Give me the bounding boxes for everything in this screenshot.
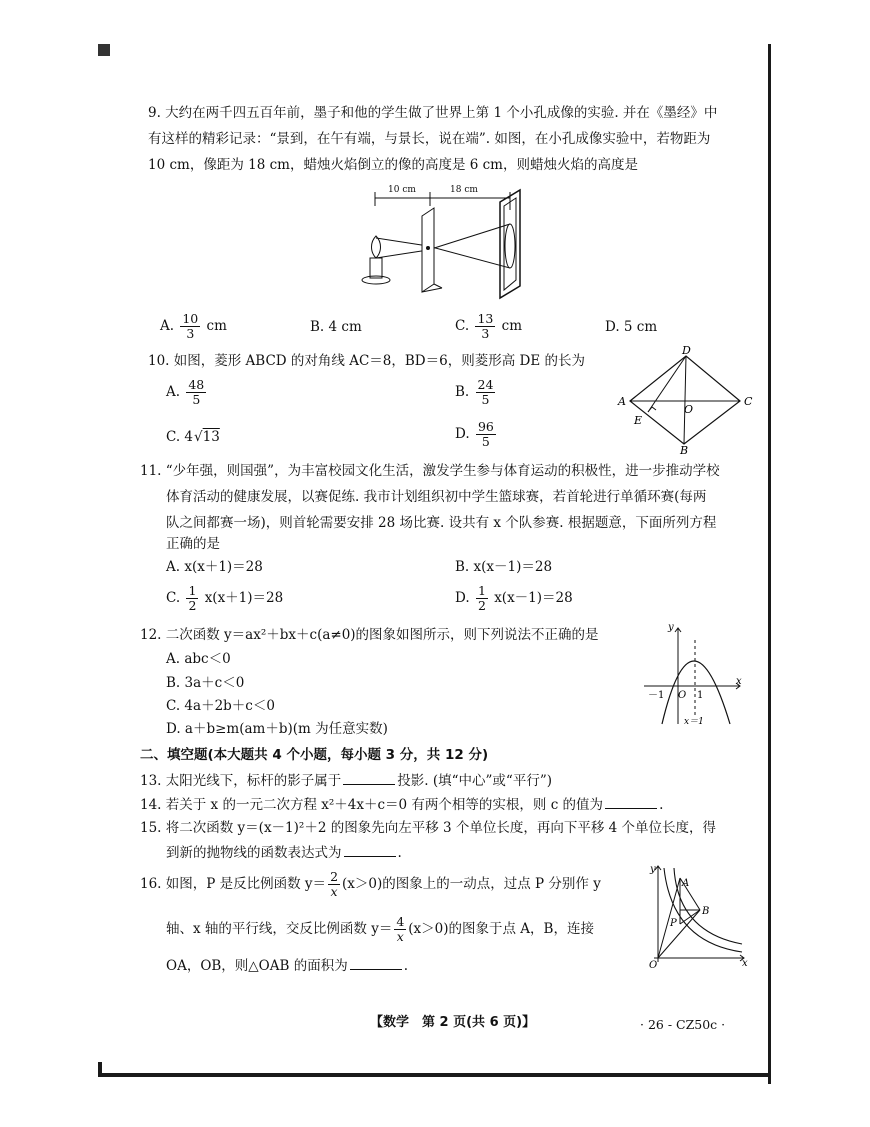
q16-answer-blank[interactable]	[350, 956, 402, 970]
parabola-label-o: O	[678, 690, 687, 701]
page-border-left-tick	[98, 1062, 102, 1077]
q11-d-den: 2	[477, 598, 486, 613]
q9-line2: 有这样的精彩记录：“景到，在午有端，与景长，说在端”. 如图，在小孔成像实验中，若物距为	[148, 131, 711, 147]
inverse-label-o: O	[649, 960, 658, 971]
q16-l1-den: x	[330, 884, 338, 899]
q16-l2-fraction	[394, 915, 406, 944]
q9-line1: 9. 大约在两千四五百年前，墨子和他的学生做了世界上第 1 个小孔成像的实验. 并在《墨经》中	[148, 105, 718, 121]
q10-option-a[interactable]	[166, 378, 208, 407]
q16-l1-before: 16. 如图，P 是反比例函数 y＝	[140, 876, 327, 892]
q9-a-den: 3	[186, 326, 195, 341]
rhombus-label-e: E	[634, 414, 643, 427]
q16-l1-num: 2	[330, 869, 339, 884]
q14-answer-blank[interactable]	[605, 795, 657, 809]
q10-d-num: 96	[477, 419, 494, 434]
inverse-label-b: B	[702, 906, 710, 917]
q11-c-rest: x(x＋1)＝28	[204, 590, 284, 606]
q11-option-b[interactable]: B. x(x－1)＝28	[455, 559, 553, 575]
q11-option-a[interactable]: A. x(x＋1)＝28	[166, 559, 263, 575]
pinhole-camera-figure	[350, 176, 550, 304]
q10-a-num: 48	[188, 377, 205, 392]
q10-option-c[interactable]: C. 4√13	[166, 429, 220, 445]
q16-line1	[140, 870, 601, 899]
q13-line	[140, 771, 552, 790]
q9-a-unit: cm	[206, 318, 227, 334]
q16-line3	[166, 956, 408, 975]
q11-c-num: 1	[188, 583, 197, 598]
q11-d-num: 1	[477, 583, 486, 598]
q15-line1: 15. 将二次函数 y＝(x－1)²＋2 的图象先向左平移 3 个单位长度，再向下平移 4 个单位长度，得	[140, 820, 717, 836]
q9-c-prefix: C.	[455, 318, 470, 334]
parabola-label-1: 1	[697, 690, 704, 701]
q11-line4: 正确的是	[166, 536, 220, 552]
q9-option-c[interactable]	[455, 312, 522, 341]
q15-after: .	[397, 845, 402, 861]
q10-a-fraction	[186, 378, 206, 407]
q15-before: 到新的抛物线的函数表达式为	[166, 845, 342, 861]
q10-stem: 10. 如图，菱形 ABCD 的对角线 AC＝8，BD＝6，则菱形高 DE 的长为	[148, 353, 585, 369]
q11-d-rest: x(x－1)＝28	[494, 590, 573, 606]
q10-d-den: 5	[481, 434, 490, 449]
q11-d-fraction	[476, 584, 488, 613]
q12-stem: 12. 二次函数 y＝ax²＋bx＋c(a≠0)的图象如图所示，则下列说法不正确的是	[140, 627, 599, 643]
q12-option-b[interactable]: B. 3a＋c＜0	[166, 675, 245, 691]
q10-option-d[interactable]	[455, 420, 498, 449]
q10-b-den: 5	[481, 392, 490, 407]
q10-option-b[interactable]	[455, 378, 497, 407]
q10-b-prefix: B.	[455, 384, 470, 400]
q16-l1-fraction	[328, 870, 340, 899]
q16-l3-before: OA，OB，则△OAB 的面积为	[166, 958, 348, 974]
q10-c-prefix: C. 4	[166, 429, 194, 445]
q12-option-a[interactable]: A. abc＜0	[166, 651, 231, 667]
q11-option-c[interactable]	[166, 584, 283, 613]
rhombus-label-d: D	[682, 344, 691, 357]
q13-before: 13. 太阳光线下，标杆的影子属于	[140, 773, 342, 789]
section2-title: 二、填空题(本大题共 4 个小题，每小题 3 分，共 12 分)	[140, 747, 489, 763]
q11-line3: 队之间都赛一场)，则首轮需要安排 28 场比赛. 设共有 x 个队参赛. 根据题意，下面所列方程	[166, 515, 717, 531]
q9-c-unit: cm	[501, 318, 523, 334]
q12-option-d[interactable]: D. a＋b≥m(am＋b)(m 为任意实数)	[166, 721, 388, 737]
q9-a-prefix: A.	[160, 318, 175, 334]
q15-answer-blank[interactable]	[344, 843, 396, 857]
q11-c-den: 2	[188, 598, 197, 613]
parabola-axis-label: x＝1	[684, 717, 704, 727]
q16-l2-den: x	[396, 929, 404, 944]
inverse-function-figure	[644, 862, 754, 972]
inverse-label-p: P	[670, 918, 677, 929]
q16-l2-before: 轴、x 轴的平行线，交反比例函数 y＝	[166, 921, 393, 937]
inverse-label-y: y	[650, 864, 656, 875]
inverse-label-x: x	[742, 958, 748, 969]
q16-l3-after: .	[403, 958, 409, 974]
q9-option-d[interactable]: D. 5 cm	[605, 319, 658, 335]
q16-l2-num: 4	[396, 914, 405, 929]
parabola-label-neg1: －1	[648, 690, 665, 701]
q14-after: .	[659, 797, 664, 813]
q11-c-fraction	[186, 584, 198, 613]
q9-option-b[interactable]: B. 4 cm	[310, 319, 362, 335]
q9-option-a[interactable]	[160, 312, 227, 341]
parabola-label-y: y	[668, 622, 674, 633]
parabola-label-x: x	[736, 676, 742, 687]
q14-line	[140, 795, 663, 814]
rhombus-label-o: O	[684, 403, 694, 416]
q9-line3: 10 cm，像距为 18 cm，蜡烛火焰倒立的像的高度是 6 cm，则蜡烛火焰的高度是	[148, 157, 638, 173]
q11-line2: 体育活动的健康发展，以赛促练. 我市计划组织初中学生篮球赛，若首轮进行单循环赛(每两	[166, 489, 707, 505]
q9-a-num: 10	[182, 311, 199, 326]
q16-l2-after: (x＞0)的图象于点 A，B，连接	[408, 921, 594, 937]
q9-c-num: 13	[477, 311, 494, 326]
q16-line2	[166, 915, 594, 944]
q11-line1: 11. “少年强，则国强”，为丰富校园文化生活，激发学生参与体育运动的积极性，进一步推动学校	[140, 463, 720, 479]
footer-page-info: 【数学 第 2 页(共 6 页)】	[370, 1015, 536, 1030]
q10-c-radicand: 13	[202, 429, 220, 445]
rhombus-label-c: C	[744, 395, 753, 408]
q14-before: 14. 若关于 x 的一元二次方程 x²＋4x＋c＝0 有两个相等的实根，则 c 的值为	[140, 797, 604, 813]
q15-line2	[166, 843, 402, 862]
q11-d-prefix: D.	[455, 590, 470, 606]
rhombus-label-a: A	[618, 395, 626, 408]
inverse-label-a: A	[682, 878, 690, 889]
rhombus-label-b: B	[680, 444, 689, 456]
q10-b-fraction	[476, 378, 496, 407]
q13-answer-blank[interactable]	[343, 771, 395, 785]
q13-after: 投影. (填“中心”或“平行”)	[397, 773, 552, 789]
figure-label-10cm: 10 cm	[388, 185, 416, 195]
parabola-figure	[640, 620, 750, 728]
q9-a-fraction	[180, 312, 200, 341]
q10-b-num: 24	[477, 377, 494, 392]
page-border-bottom	[98, 1073, 770, 1077]
corner-mark	[98, 44, 110, 56]
q16-l1-after: (x＞0)的图象上的一动点，过点 P 分别作 y	[342, 876, 601, 892]
q12-option-c[interactable]: C. 4a＋2b＋c＜0	[166, 698, 275, 714]
q10-a-den: 5	[192, 392, 201, 407]
q9-c-fraction	[475, 312, 495, 341]
rhombus-figure	[608, 344, 758, 456]
page-border-right	[768, 44, 771, 1084]
q10-d-fraction	[476, 420, 496, 449]
q10-a-prefix: A.	[166, 384, 181, 400]
q11-c-prefix: C.	[166, 590, 181, 606]
q11-option-d[interactable]	[455, 584, 573, 613]
q10-d-prefix: D.	[455, 426, 470, 442]
footer-code: · 26 - CZ50c ·	[640, 1017, 726, 1032]
q9-c-den: 3	[481, 326, 490, 341]
figure-label-18cm: 18 cm	[450, 185, 478, 195]
